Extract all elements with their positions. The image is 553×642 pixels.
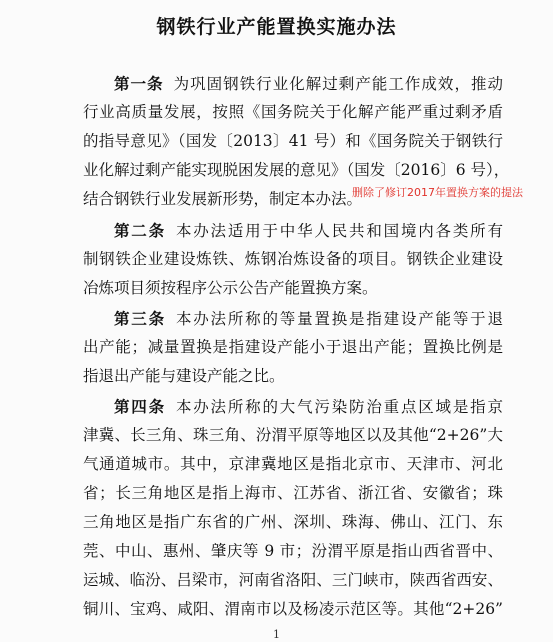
article-3-line-3: 指退出产能与建设产能之比。 — [83, 367, 285, 385]
article-1-line-5: 结合钢铁行业发展新形势，制定本办法。 — [83, 190, 363, 208]
article-4-line-1: 第四条 本办法所称的大气污染防治重点区域是指京 — [114, 397, 503, 416]
document-title: 钢铁行业产能置换实施办法 — [156, 16, 397, 38]
article-2-label: 第二条 — [114, 221, 166, 240]
article-1-label: 第一条 — [114, 74, 164, 93]
article-3-line-1: 第三条 本办法所称的等量置换是指建设产能等于退 — [114, 309, 503, 328]
article-4 — [83, 392, 503, 624]
article-3 — [83, 304, 503, 391]
article-3-label: 第三条 — [114, 309, 166, 328]
article-2 — [83, 216, 503, 303]
article-4-line-3: 气通道城市。其中，京津冀地区是指北京市、天津市、河北 — [83, 455, 503, 473]
article-2-line-3: 冶炼项目须按程序公示公告产能置换方案。 — [83, 279, 378, 297]
article-4-line-7: 运城、临汾、吕梁市，河南省洛阳、三门峡市，陕西省西安、 — [83, 571, 503, 589]
revision-annotation: 删除了修订2017年置换方案的提法 — [352, 186, 523, 199]
article-1-line-2: 行业高质量发展，按照《国务院关于化解产能严重过剩矛盾 — [83, 103, 503, 121]
article-3-line-2: 出产能；减量置换是指建设产能小于退出产能；置换比例是 — [83, 338, 503, 356]
article-4-line-6: 莞、中山、惠州、肇庆等 9 市；汾渭平原是指山西省晋中、 — [83, 542, 503, 560]
article-1-line-1: 第一条 为巩固钢铁行业化解过剩产能工作成效，推动 — [114, 74, 503, 93]
article-1-line-3: 的指导意见》（国发〔2013〕41 号）和《国务院关于钢铁行 — [83, 132, 503, 150]
article-1-line-4: 业化解过剩产能实现脱困发展的意见》（国发〔2016〕6 号）， — [83, 161, 510, 179]
article-4-line-2: 津冀、长三角、珠三角、汾渭平原等地区以及其他“2+26”大 — [83, 426, 503, 444]
article-4-label: 第四条 — [114, 397, 166, 416]
article-4-line-5: 三角地区是指广东省的广州、深圳、珠海、佛山、江门、东 — [83, 513, 503, 531]
article-4-line-8: 铜川、宝鸡、咸阳、渭南市以及杨凌示范区等。其他“2+26” — [83, 600, 503, 618]
page-number: 1 — [273, 628, 280, 641]
article-2-line-2: 制钢铁企业建设炼铁、炼钢冶炼设备的项目。钢铁企业建设 — [83, 250, 503, 268]
article-4-line-4: 省；长三角地区是指上海市、江苏省、浙江省、安徽省；珠 — [83, 484, 503, 502]
article-2-line-1: 第二条 本办法适用于中华人民共和国境内各类所有 — [114, 221, 503, 240]
